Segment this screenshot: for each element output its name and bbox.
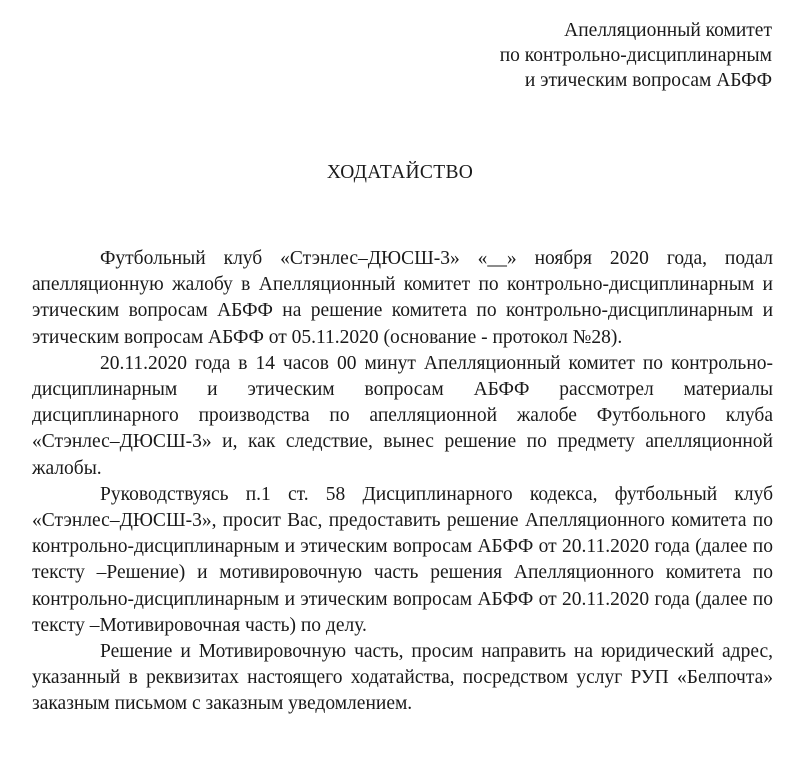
addressee-line: Апелляционный комитет — [564, 20, 772, 41]
addressee-line: по контрольно-дисциплинарным — [499, 45, 772, 66]
addressee-line: и этическим вопросам АБФФ — [524, 70, 772, 91]
paragraph: Решение и Мотивировочную часть, просим направить на юридический адрес, указанный в реквизитах настоящего ходатайства, посредством услуг РУП «Белпочта» заказным письмом с заказным уведомлением. — [32, 641, 773, 715]
paragraph: Руководствуясь п.1 ст. 58 Дисциплинарного кодекса, футбольный клуб «Стэнлес–ДЮСШ-3», просит Вас, предоставить решение Апелляционного комитета по контрольно-дисциплинарным и этическим вопросам АБФФ от 20.11.2020 года (далее по тексту –Решение) и мотивировочную часть решения Апелляционного комитета по контрольно-дисциплинарным и этическим вопросам АБФФ от 20.11.2020 года (далее по тексту –Мотивировочная часть) по делу. — [32, 483, 773, 636]
paragraph: Футбольный клуб «Стэнлес–ДЮСШ-3» «__» ноября 2020 года, подал апелляционную жалобу в Апелляционный комитет по контрольно-дисциплинарным и этическим вопросам АБФФ на решение комитета по контрольно-дисциплинарным и этическим вопросам АБФФ от 05.11.2020 (основание - протокол №28). — [32, 248, 773, 348]
addressee-block — [500, 18, 772, 93]
document-body — [32, 246, 773, 718]
document-title: ХОДАТАЙСТВО — [326, 162, 474, 183]
paragraph: 20.11.2020 года в 14 часов 00 минут Апелляционный комитет по контрольно-дисциплинарным и этическим вопросам АБФФ рассмотрел материалы дисциплинарного производства по апелляционной жалобе Футбольного клуба «Стэнлес–ДЮСШ-3» и, как следствие, вынес решение по предмету апелляционной жалобы. — [32, 352, 773, 479]
